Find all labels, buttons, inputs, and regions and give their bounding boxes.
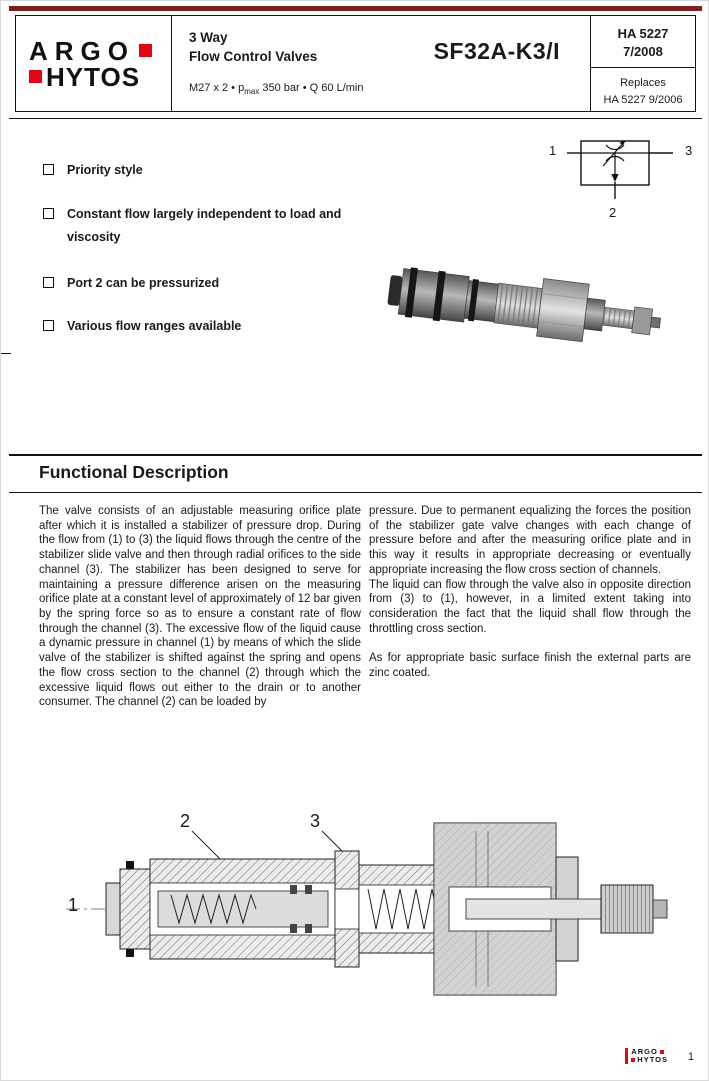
bullet-checkbox-icon	[43, 164, 54, 175]
cartridge-valve-photo-graphic	[384, 244, 669, 376]
footer-brand-logo	[625, 1048, 668, 1064]
section-divider-bottom	[9, 492, 702, 493]
fold-mark	[1, 353, 11, 354]
bullet-checkbox-icon	[43, 208, 54, 219]
brand-logo	[16, 16, 172, 111]
footer-logo-row-bottom	[631, 1056, 668, 1064]
feature-item	[43, 159, 363, 182]
section-port-3-label: 3	[310, 811, 321, 831]
logo-row-top	[29, 35, 152, 66]
product-type-line1: 3 Way	[189, 30, 228, 45]
brand-logo-inner	[29, 35, 152, 92]
replaces-label: Replaces	[620, 77, 666, 89]
cross-section-drawing	[56, 799, 676, 1029]
model-number: SF32A-K3/I	[433, 38, 560, 64]
page-number: 1	[687, 1051, 694, 1063]
product-type-line2: Flow Control Valves	[189, 48, 318, 64]
section-title: Functional Description	[39, 462, 229, 482]
header-title-cell	[172, 16, 590, 111]
footer-logo-red-square-bottom	[631, 1058, 635, 1062]
spec-line	[189, 82, 363, 96]
footer-logo-word-argo: ARGO	[631, 1047, 658, 1056]
feature-label: Port 2 can be pressurized	[67, 276, 220, 290]
symbol-port-3-label: 3	[685, 143, 693, 158]
symbol-port-1-label: 1	[549, 143, 557, 158]
bullet-checkbox-icon	[43, 277, 54, 288]
header	[15, 15, 696, 112]
doc-number-block	[591, 16, 695, 68]
spec-subscript: max	[244, 87, 260, 96]
top-accent-bar	[9, 6, 702, 11]
doc-issue: 7/2008	[623, 44, 663, 60]
section-port-2-label: 2	[180, 811, 191, 831]
spec-prefix: M27 x 2 • p	[189, 81, 245, 94]
description-paragraph: pressure. Due to permanent equalizing the forces the position of the stabilizer gate valve changes with each change of pressure before and after the measuring orifice plate and in this way it results in appropriate decreasing or eventually appropriate increasing the flow cross section of channels.	[369, 505, 691, 576]
feature-item	[43, 315, 363, 338]
section-divider-top	[9, 454, 702, 456]
logo-row-bottom	[29, 61, 152, 92]
description-paragraph: The liquid can flow through the valve also in opposite direction from (3) to (1), however, in a limited extent taking into consideration the fact that the liquid shall flow through the throttling cross section.	[369, 578, 691, 635]
feature-item	[43, 272, 363, 295]
description-column-right	[369, 504, 691, 681]
footer-logo-red-square-top	[660, 1050, 664, 1054]
valve-photo-group	[386, 260, 664, 351]
footer-logo-word-hytos: HYTOS	[637, 1055, 668, 1064]
product-photo	[384, 244, 669, 376]
logo-word-argo: ARGO	[29, 35, 135, 66]
doc-number: HA 5227	[617, 26, 669, 41]
feature-label: Priority style	[67, 163, 143, 177]
description-column-left	[39, 504, 361, 710]
header-underline	[9, 118, 702, 119]
section-port-1-label: 1	[68, 895, 79, 915]
description-paragraph: As for appropriate basic surface finish the external parts are zinc coated.	[369, 652, 691, 680]
hydraulic-symbol	[549, 133, 695, 225]
doc-info	[590, 16, 695, 111]
feature-label: Constant flow largely independent to load and viscosity	[67, 207, 342, 244]
logo-word-hytos: HYTOS	[46, 61, 141, 92]
logo-red-square-bottom	[29, 70, 42, 83]
symbol-port-2-label: 2	[609, 205, 617, 220]
valve-cross-section-graphic	[56, 799, 676, 1029]
flow-control-symbol-graphic	[559, 135, 679, 213]
feature-item	[43, 203, 363, 248]
replaces-value: HA 5227 9/2006	[603, 93, 683, 106]
bullet-checkbox-icon	[43, 320, 54, 331]
feature-label: Various flow ranges available	[67, 319, 242, 333]
description-paragraph: The valve consists of an adjustable measuring orifice plate after which it is installed a stabilizer of pressure drop. During the flow from (1) to (3) the liquid flows through the centre of the stabilizer slide valve and then through radial orifices to the side channel (3). The stabilizer has been designed to serve for maintaining a pressure difference arisen on the measuring orifice plate at a constant level of approximately of 12 bar given by the spring force so as to ensure a constant rate of flow through the channel (3). The excessive flow of the liquid cause a dynamic pressure in channel (1) by means of which the slide valve of the stabilizer is shifted against the spring and opens the flow cross section to the channel (2) through which the excessive liquid flows out either to the drain or to another consumer. The channel (2) can be loaded by	[39, 505, 361, 709]
logo-red-square-top	[139, 44, 152, 57]
doc-replaces-block	[591, 68, 695, 108]
spec-suffix: 350 bar • Q 60 L/min	[259, 81, 364, 94]
